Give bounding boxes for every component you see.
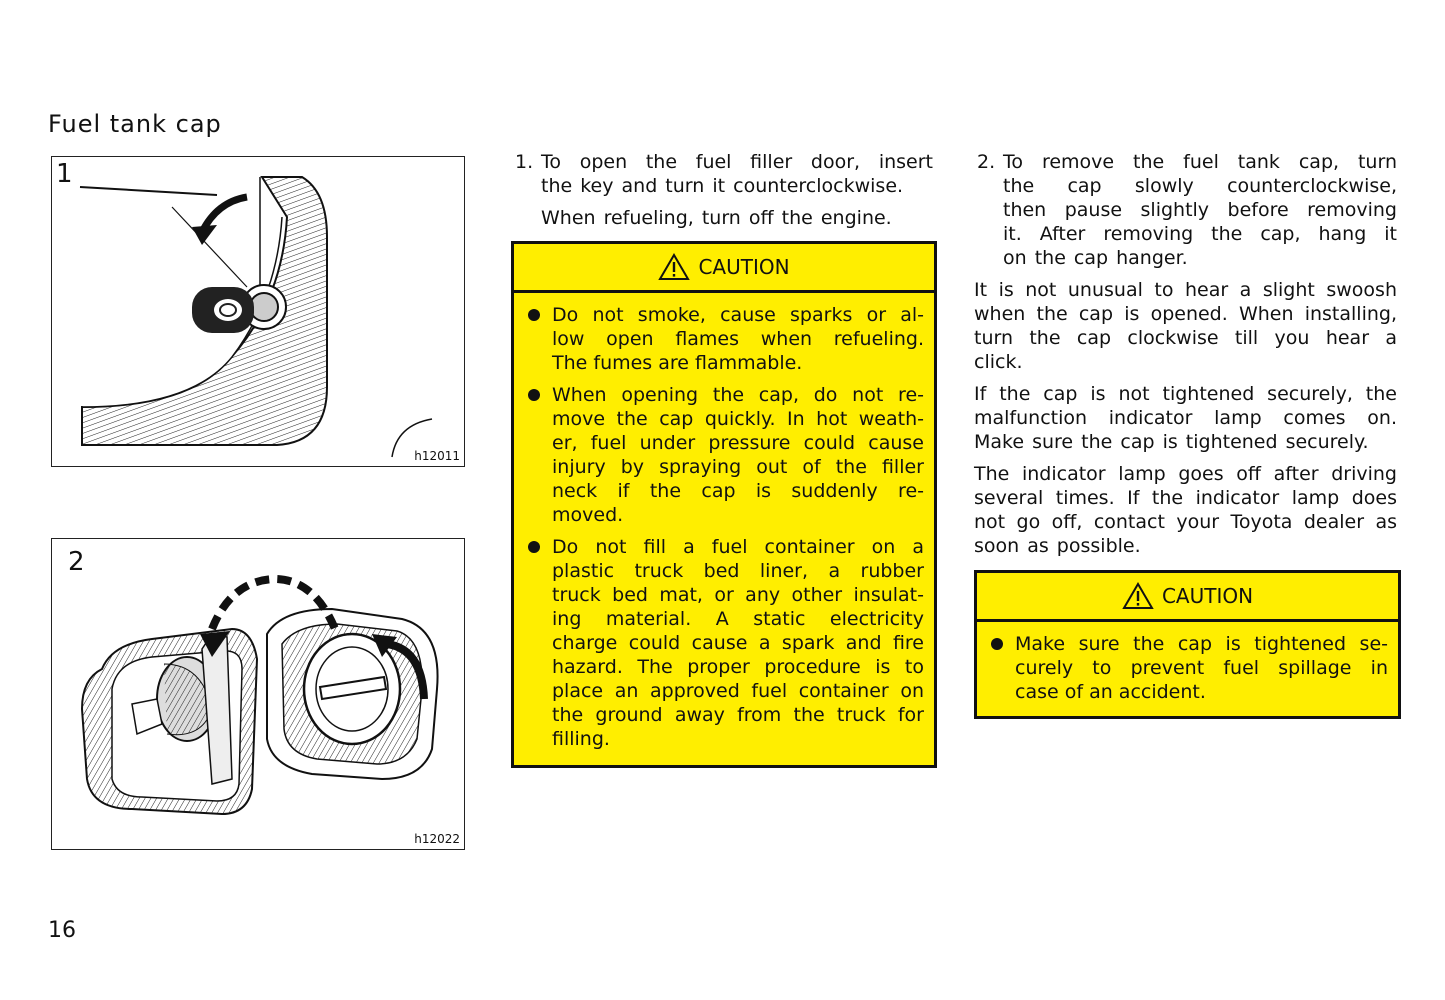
figure-1 <box>51 156 465 467</box>
step-2-line: then pause slightly before removing <box>1003 199 1397 221</box>
page-number: 16 <box>48 918 76 943</box>
step-1-number: 1. <box>515 151 534 173</box>
paragraph-indicator-lamp: If the cap is not tightened securely, the malfunction indicator lamp comes on. Make sure the cap is tightened securely. <box>974 383 1397 453</box>
step-2-line: To remove the fuel tank cap, turn <box>1003 151 1397 173</box>
step-1-line: the key and turn it counterclockwise. <box>541 175 904 197</box>
step-2-number: 2. <box>977 151 996 173</box>
caution-label: CAUTION <box>1161 584 1254 608</box>
figure-1-number: 1 <box>56 159 73 189</box>
step-2-line: it. After removing the cap, hang it <box>1003 223 1397 245</box>
fuel-door-key-illustration <box>52 157 464 466</box>
caution-bullet: Make sure the cap is tightened se- curely to prevent fuel spillage in case of an accident. <box>987 632 1388 704</box>
warning-triangle-icon <box>658 253 690 281</box>
paragraph-swoosh: It is not unusual to hear a slight swoosh when the cap is opened. When installing, turn the cap clockwise till you hear a click. <box>974 279 1397 373</box>
caution-header <box>514 244 934 293</box>
section-title: Fuel tank cap <box>48 110 222 138</box>
figure-2-code: h12022 <box>414 832 460 846</box>
step-2-line: the cap slowly counterclockwise, <box>1003 175 1397 197</box>
step-2-line: on the cap hanger. <box>1003 247 1188 269</box>
caution-header <box>977 573 1398 622</box>
caution-label: CAUTION <box>698 255 790 279</box>
caution-bullet: Do not smoke, cause sparks or al- low open flames when refueling. The fumes are flammable. <box>524 303 924 375</box>
figure-2-number: 2 <box>68 547 85 577</box>
step-1-line: To open the fuel filler door, insert <box>541 151 933 173</box>
warning-triangle-icon <box>1122 582 1154 610</box>
figure-1-code: h12011 <box>414 449 460 463</box>
step-1 <box>515 150 933 200</box>
step-1-note: When refueling, turn off the engine. <box>541 207 892 229</box>
caution-bullet: Do not fill a fuel container on a plastic truck bed liner, a rubber truck bed mat, or any other insulat- ing material. A static electricity charge could cause a spark and fire hazard. The proper procedure is to place an approved fuel container on the ground away from the truck for filling. <box>524 535 924 751</box>
paragraph-lamp-off: The indicator lamp goes off after driving several times. If the indicator lamp does not go off, contact your Toyota dealer as soon as possible. <box>974 463 1397 557</box>
step-2 <box>977 150 1397 272</box>
fuel-cap-removal-illustration <box>52 539 464 849</box>
caution-box-1 <box>511 241 937 768</box>
caution-box-2 <box>974 570 1401 719</box>
figure-2 <box>51 538 465 850</box>
caution-bullet: When opening the cap, do not re- move the cap quickly. In hot weath- er, fuel under pressure could cause injury by spraying out of the filler neck if the cap is suddenly re- moved. <box>524 383 924 527</box>
